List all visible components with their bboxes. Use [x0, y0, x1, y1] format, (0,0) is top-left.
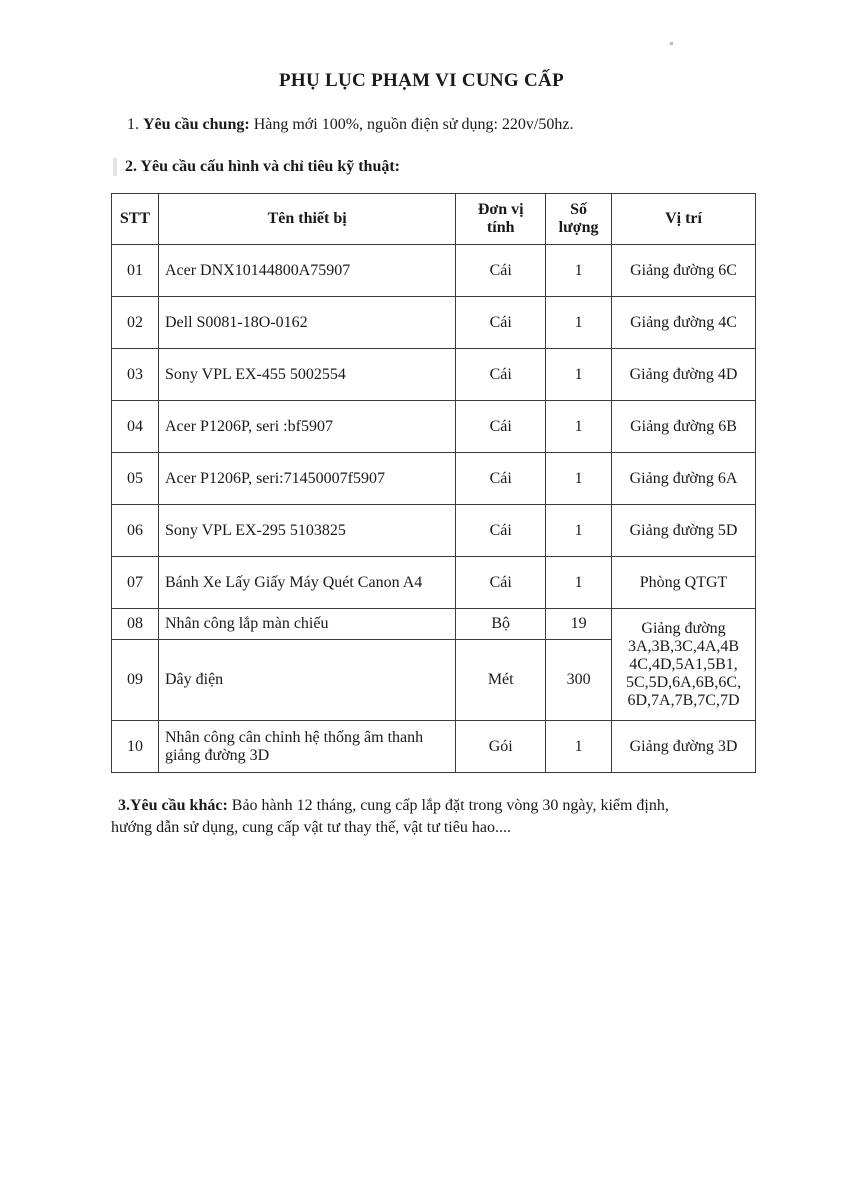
- cell-stt: 08: [112, 609, 159, 640]
- header-location: Vị trí: [612, 194, 756, 245]
- table-row: [112, 721, 756, 773]
- table-row: [112, 453, 756, 505]
- cell-location: Giảng đường 4D: [612, 349, 756, 401]
- cell-stt: 03: [112, 349, 159, 401]
- scan-speck: [670, 42, 673, 45]
- section1-text: Hàng mới 100%, nguồn điện sử dụng: 220v/50hz.: [253, 116, 574, 133]
- cell-unit: Cái: [456, 557, 546, 609]
- table-row: [112, 609, 756, 640]
- cell-name: Nhân công lắp màn chiếu: [158, 609, 455, 640]
- cell-location: Giảng đường 6A: [612, 453, 756, 505]
- header-name: Tên thiết bị: [158, 194, 455, 245]
- section-technical-requirements-heading: 2. Yêu cầu cấu hình và chỉ tiêu kỹ thuật:: [113, 158, 400, 176]
- header-unit: Đơn vị tính: [456, 194, 546, 245]
- cell-location: Giảng đường 3D: [612, 721, 756, 773]
- cell-unit: Cái: [456, 505, 546, 557]
- section3-label: 3.Yêu cầu khác:: [118, 797, 228, 814]
- cell-unit: Cái: [456, 349, 546, 401]
- cell-location: Giảng đường 4C: [612, 297, 756, 349]
- cell-location: Giảng đường 5D: [612, 505, 756, 557]
- cell-qty: 1: [546, 557, 612, 609]
- cell-qty: 1: [546, 721, 612, 773]
- cell-unit: Cái: [456, 401, 546, 453]
- cell-stt: 02: [112, 297, 159, 349]
- section-general-requirements: [127, 116, 573, 134]
- cell-stt: 09: [112, 640, 159, 721]
- section3-line2: hướng dẫn sử dụng, cung cấp vật tư thay thế, vật tư tiêu hao....: [111, 819, 511, 836]
- table-row: [112, 505, 756, 557]
- table-row: [112, 245, 756, 297]
- cell-name: Nhân công cân chỉnh hệ thống âm thanh giảng đường 3D: [158, 721, 455, 773]
- cell-unit: Gói: [456, 721, 546, 773]
- cell-location: Phòng QTGT: [612, 557, 756, 609]
- cell-stt: 05: [112, 453, 159, 505]
- cell-name: Bánh Xe Lấy Giấy Máy Quét Canon A4: [158, 557, 455, 609]
- cell-qty: 19: [546, 609, 612, 640]
- cell-stt: 04: [112, 401, 159, 453]
- cell-name: Dell S0081-18O-0162: [158, 297, 455, 349]
- cell-name: Acer P1206P, seri:71450007f5907: [158, 453, 455, 505]
- section1-label: Yêu cầu chung:: [143, 116, 250, 133]
- table-row: [112, 349, 756, 401]
- cell-qty: 1: [546, 401, 612, 453]
- section-other-requirements: [111, 795, 761, 839]
- page-title: PHỤ LỤC PHẠM VI CUNG CẤP: [279, 70, 564, 91]
- cell-qty: 1: [546, 349, 612, 401]
- cell-location: Giảng đường 6B: [612, 401, 756, 453]
- cell-unit: Bộ: [456, 609, 546, 640]
- cell-stt: 01: [112, 245, 159, 297]
- header-stt: STT: [112, 194, 159, 245]
- cell-stt: 06: [112, 505, 159, 557]
- cell-qty: 1: [546, 505, 612, 557]
- cell-name: Acer DNX10144800A75907: [158, 245, 455, 297]
- section3-text1: Bảo hành 12 tháng, cung cấp lắp đặt trong vòng 30 ngày, kiểm định,: [231, 797, 669, 814]
- cell-unit: Cái: [456, 245, 546, 297]
- cell-qty: 1: [546, 453, 612, 505]
- table-header-row: [112, 194, 756, 245]
- cell-qty: 1: [546, 297, 612, 349]
- equipment-table: [111, 193, 756, 773]
- cell-name: Dây điện: [158, 640, 455, 721]
- cell-location: Giảng đường 6C: [612, 245, 756, 297]
- section1-number: 1.: [127, 116, 139, 133]
- table-row: [112, 557, 756, 609]
- table-row: [112, 297, 756, 349]
- cell-unit: Cái: [456, 453, 546, 505]
- cell-unit: Cái: [456, 297, 546, 349]
- cell-qty: 300: [546, 640, 612, 721]
- section3-line1: [111, 795, 761, 817]
- table-row: [112, 401, 756, 453]
- cell-location-merged: Giảng đường 3A,3B,3C,4A,4B 4C,4D,5A1,5B1, 5C,5D,6A,6B,6C, 6D,7A,7B,7C,7D: [612, 609, 756, 721]
- cell-stt: 10: [112, 721, 159, 773]
- header-qty: Số lượng: [546, 194, 612, 245]
- cell-stt: 07: [112, 557, 159, 609]
- cell-unit: Mét: [456, 640, 546, 721]
- cell-name: Acer P1206P, seri :bf5907: [158, 401, 455, 453]
- cell-qty: 1: [546, 245, 612, 297]
- cell-name: Sony VPL EX-455 5002554: [158, 349, 455, 401]
- cell-name: Sony VPL EX-295 5103825: [158, 505, 455, 557]
